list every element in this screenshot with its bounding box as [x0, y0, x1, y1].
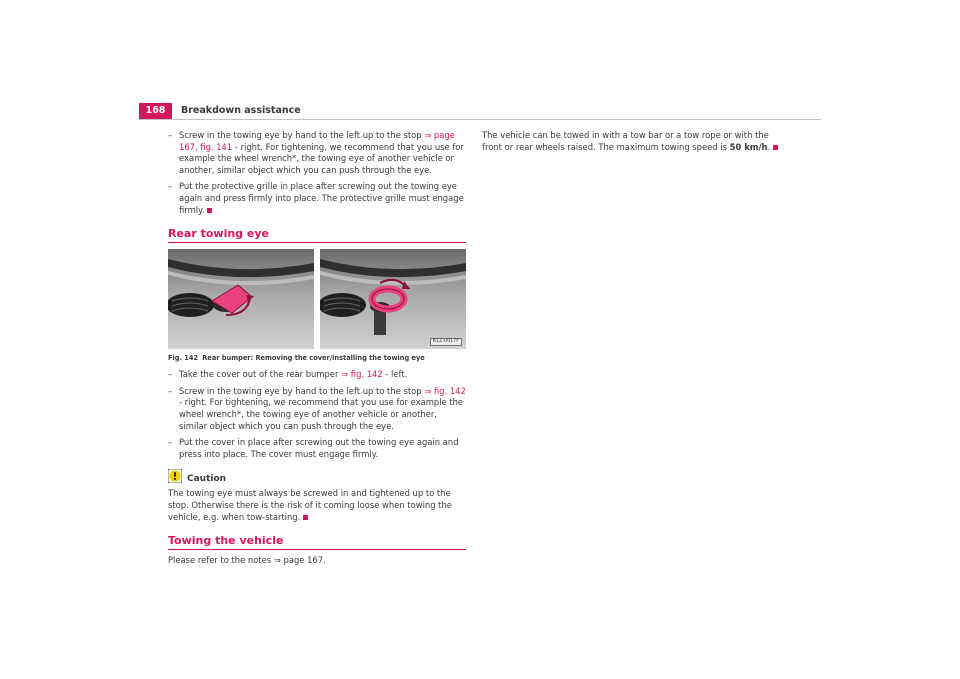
page-number: 168 [139, 103, 172, 119]
towing-speed-paragraph [482, 130, 782, 153]
towing-eye-installation-illustration [320, 249, 466, 349]
instruction-step [168, 437, 466, 460]
bullet-dash: – [168, 437, 173, 448]
step-text: Take the cover out of the rear bumper [179, 369, 342, 380]
figure-caption [168, 354, 466, 363]
right-column [482, 130, 782, 153]
end-of-section-icon [207, 208, 212, 213]
caution-body: The towing eye must always be screwed in and tightened up to the stop. Otherwise there is the risk of it coming loose when towing the vehicle, e.g. when tow-starting. [168, 488, 452, 522]
figure-label: Fig. 142 [168, 354, 199, 363]
paragraph-text: . [767, 141, 771, 152]
figure-code: B1Z-0017F [430, 338, 462, 346]
caution-heading [168, 469, 466, 483]
instruction-step [168, 181, 466, 216]
step-text: - right. For tightening, we recommend that you use for example the wheel wrench*, the towing eye of another vehicle or another, similar object which you can push through the eye. [179, 397, 464, 431]
cross-reference-link[interactable]: ⇒ fig. 142 [341, 369, 383, 380]
figure-panel-install-eye [320, 249, 466, 349]
step-text: Put the protective grille in place after screwing out the towing eye again and press firmly into place. The protective grille must engage firmly. [179, 181, 464, 215]
towing-vehicle-text: Please refer to the notes ⇒ page 167. [168, 555, 326, 566]
section-title-rear-towing-eye: Rear towing eye [168, 227, 466, 243]
caution-icon [168, 469, 182, 483]
instruction-step [168, 130, 466, 176]
bullet-dash: – [168, 130, 173, 140]
left-column [168, 130, 466, 567]
step-text: Put the cover in place after screwing out the towing eye again and press into place. The cover must engage firmly. [179, 437, 459, 459]
running-title: Breakdown assistance [181, 105, 301, 116]
figure-142 [168, 249, 466, 349]
caution-title: Caution [187, 474, 227, 485]
step-text: Screw in the towing eye by hand to the left up to the stop [179, 385, 425, 396]
instruction-step [168, 369, 466, 381]
step-text: - left. [382, 369, 408, 380]
page-header [139, 103, 821, 120]
figure-caption-text: Rear bumper: Removing the cover/installing the towing eye [202, 354, 425, 363]
section-title-towing-the-vehicle: Towing the vehicle [168, 534, 466, 550]
instruction-step [168, 386, 466, 432]
bumper-cover-removal-illustration [168, 249, 314, 349]
cross-reference-link[interactable]: ⇒ page 167, fig. 141 [179, 130, 455, 152]
bullet-dash: – [168, 369, 173, 380]
figure-panel-remove-cover [168, 249, 314, 349]
caution-text [168, 488, 466, 523]
step-text: - right. For tightening, we recommend that you use for example the wheel wrench*, the towing eye of another vehicle or another, similar object which you can push through the eye. [179, 141, 464, 175]
step-text: Screw in the towing eye by hand to the left up to the stop [179, 130, 425, 140]
end-of-section-icon [773, 145, 778, 150]
paragraph-text: The vehicle can be towed in with a tow bar or a tow rope or with the front or rear wheels raised. The maximum towing speed is [482, 130, 769, 152]
cross-reference-link[interactable]: ⇒ fig. 142 [424, 385, 466, 396]
max-towing-speed: 50 km/h [729, 141, 768, 152]
bullet-dash: – [168, 385, 173, 396]
bullet-dash: – [168, 181, 173, 192]
end-of-section-icon [303, 515, 308, 520]
